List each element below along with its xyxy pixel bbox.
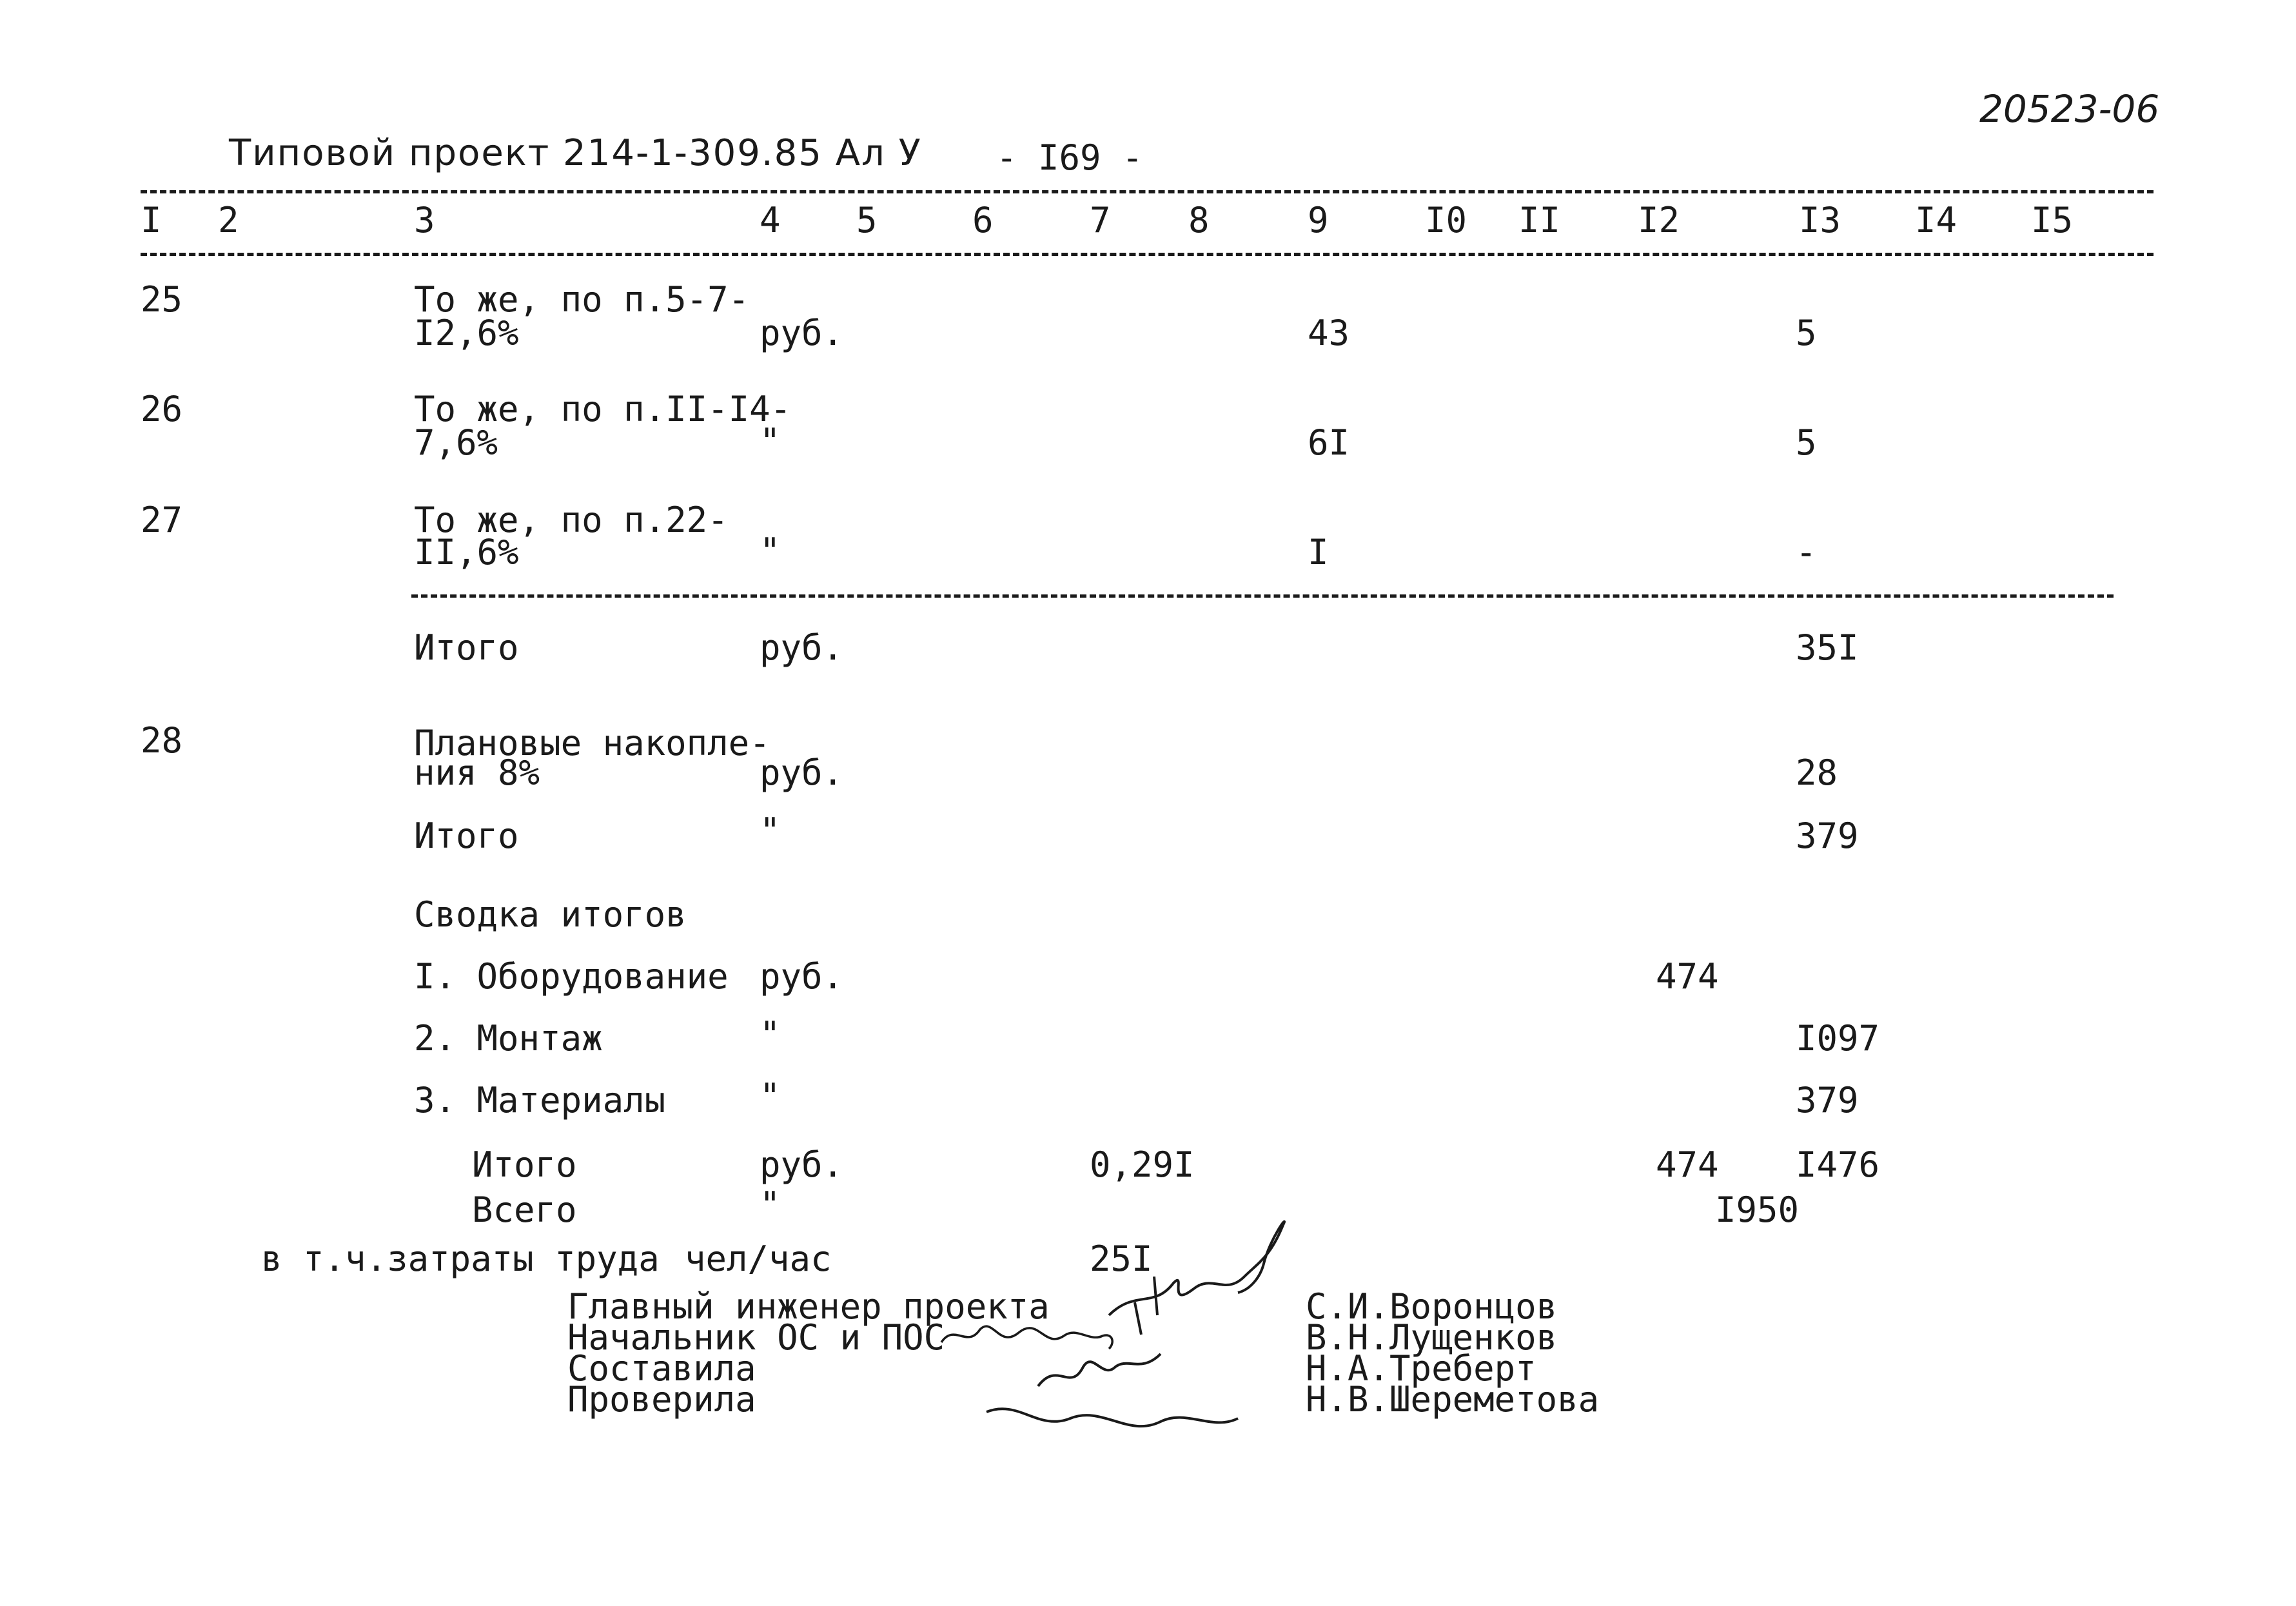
summary-title: Сводка итогов bbox=[414, 894, 687, 935]
signature-chief-engineer bbox=[1096, 1212, 1302, 1354]
column-header: I5 bbox=[2031, 200, 2074, 240]
signature-role: Проверила bbox=[567, 1379, 756, 1420]
column-header: I0 bbox=[1425, 200, 1467, 240]
summary-col13: 379 bbox=[1796, 1080, 1859, 1121]
column-header: 5 bbox=[856, 200, 878, 240]
signature-name: Н.А.Треберт bbox=[1306, 1348, 1536, 1389]
column-header: 8 bbox=[1188, 200, 1210, 240]
row-description-cont: 7,6% bbox=[414, 422, 498, 463]
summary-total-col13: I476 bbox=[1796, 1144, 1880, 1185]
subtotal-unit: руб. bbox=[760, 627, 844, 668]
summary-col13: I097 bbox=[1796, 1018, 1880, 1059]
row-col13: 5 bbox=[1796, 313, 1817, 353]
summary-label: 3. Материалы bbox=[414, 1080, 666, 1121]
labor-label: в т.ч.затраты труда bbox=[261, 1239, 660, 1279]
summary-unit: " bbox=[760, 1014, 781, 1055]
row-number: 28 bbox=[141, 720, 183, 761]
summary-unit: " bbox=[760, 1076, 781, 1117]
signature-name: В.Н.Лущенков bbox=[1306, 1317, 1558, 1358]
row-unit: " bbox=[760, 421, 781, 462]
subtotal-unit: " bbox=[760, 810, 781, 851]
summary-unit: руб. bbox=[760, 956, 844, 997]
subtotal-col13: 379 bbox=[1796, 816, 1859, 856]
column-header: I4 bbox=[1915, 200, 1957, 240]
row-description-cont: II,6% bbox=[414, 532, 519, 573]
signature-role: Главный инженер проекта bbox=[567, 1286, 1050, 1327]
signature-role: Начальник ОС и ПОС bbox=[567, 1317, 945, 1358]
subtotal-label: Итого bbox=[414, 627, 519, 668]
column-header: 2 bbox=[218, 200, 239, 240]
summary-label: 2. Монтаж bbox=[414, 1018, 603, 1059]
labor-unit: чел/час bbox=[685, 1239, 832, 1279]
summary-total-unit: руб. bbox=[760, 1144, 844, 1185]
summary-label: I. Оборудование bbox=[414, 956, 729, 997]
grand-total-value: I950 bbox=[1715, 1190, 1800, 1230]
page-number: - I69 - bbox=[996, 137, 1143, 178]
row-number: 27 bbox=[141, 500, 183, 540]
column-header: 7 bbox=[1090, 200, 1111, 240]
row-col9: 6I bbox=[1308, 422, 1350, 463]
row-description: То же, по п.22- bbox=[414, 500, 729, 540]
row-col13: - bbox=[1796, 532, 1817, 573]
row-col9: I bbox=[1308, 532, 1329, 573]
signature-name: С.И.Воронцов bbox=[1306, 1286, 1558, 1327]
row-col9: 43 bbox=[1308, 313, 1350, 353]
project-header: Типовой проект 214-1-309.85 Ал У bbox=[229, 132, 922, 174]
header-bottom-rule bbox=[141, 253, 2154, 256]
signature-checker bbox=[980, 1386, 1251, 1451]
row-col13: 5 bbox=[1796, 422, 1817, 463]
summary-col12: 474 bbox=[1656, 956, 1719, 997]
row-col13: 28 bbox=[1796, 752, 1838, 793]
signature-role: Составила bbox=[567, 1348, 756, 1389]
column-header: II bbox=[1518, 200, 1561, 240]
header-top-rule bbox=[141, 190, 2154, 193]
column-header: 3 bbox=[414, 200, 435, 240]
row-description-cont: I2,6% bbox=[414, 313, 519, 353]
column-header: I bbox=[141, 200, 162, 240]
row-unit: " bbox=[760, 531, 781, 571]
summary-total-col12: 474 bbox=[1656, 1144, 1719, 1185]
row-number: 26 bbox=[141, 389, 183, 429]
document-number: 20523-06 bbox=[1979, 87, 2160, 131]
column-header: 6 bbox=[972, 200, 994, 240]
signature-name: Н.В.Шереметова bbox=[1306, 1379, 1600, 1420]
column-header: 4 bbox=[760, 200, 781, 240]
row-description: То же, по п.II-I4- bbox=[414, 389, 792, 429]
row-number: 25 bbox=[141, 279, 183, 320]
column-header: I3 bbox=[1799, 200, 1841, 240]
subtotal-col13: 35I bbox=[1796, 627, 1859, 668]
grand-total-label: Всего bbox=[472, 1190, 577, 1230]
row-description: То же, по п.5-7- bbox=[414, 279, 750, 320]
grand-total-unit: " bbox=[760, 1184, 781, 1225]
row-unit: руб. bbox=[760, 313, 844, 353]
subtotal-label: Итого bbox=[414, 816, 519, 856]
subtotal-rule bbox=[411, 594, 2114, 598]
row-unit: руб. bbox=[760, 752, 844, 793]
column-header: 9 bbox=[1308, 200, 1329, 240]
row-description-cont: ния 8% bbox=[414, 752, 540, 793]
column-header: I2 bbox=[1638, 200, 1680, 240]
summary-total-label: Итого bbox=[472, 1144, 577, 1185]
row-description: Плановые накопле- bbox=[414, 723, 770, 763]
labor-col7: 25I bbox=[1090, 1239, 1153, 1279]
summary-total-col7: 0,29I bbox=[1090, 1144, 1195, 1185]
